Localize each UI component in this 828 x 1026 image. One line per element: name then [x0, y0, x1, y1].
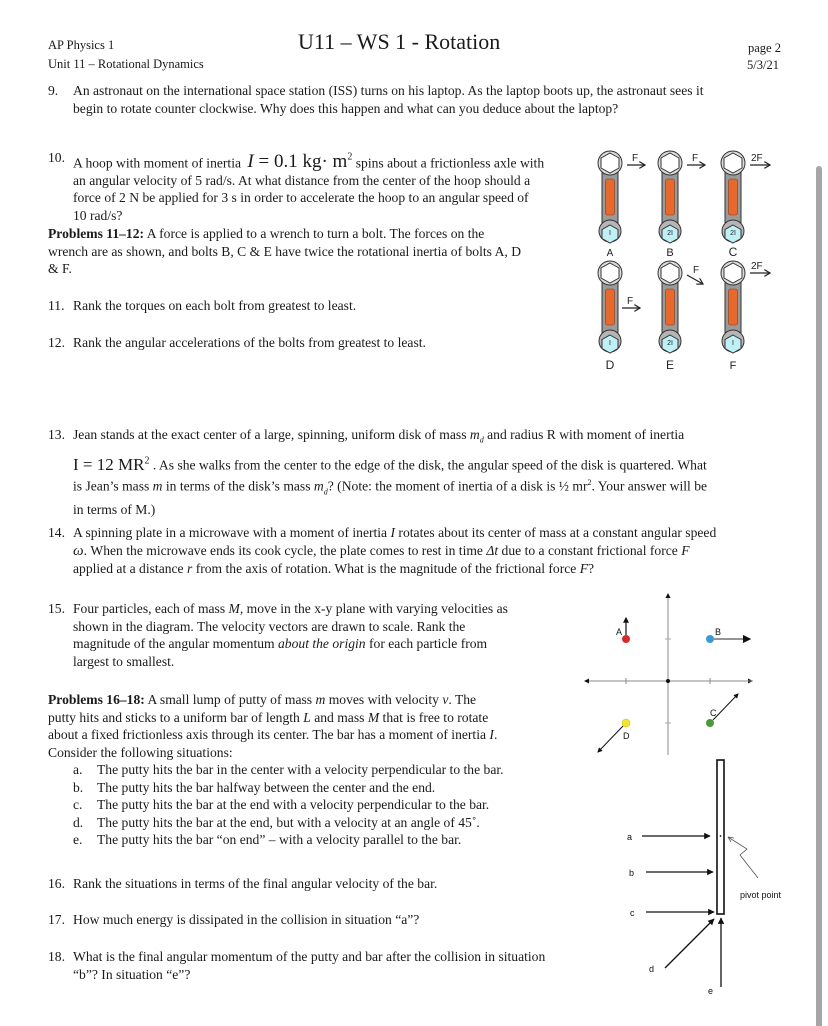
question-text: force of 2 N be applied for 3 s in order to accelerate the hoop to an angular speed of — [73, 190, 529, 206]
question-text: for each particle from — [365, 636, 488, 651]
pivot-label: pivot point — [740, 890, 782, 900]
intro-text: about a fixed frictionless axis through its center. The bar has a moment of inertia — [48, 727, 490, 742]
question-text: and radius R with moment of inertia — [483, 427, 685, 442]
formula-var: I — [390, 525, 396, 540]
situation-text: The putty hits the bar at the end with a velocity perpendicular to the bar. — [97, 797, 490, 812]
question-text: in terms of M.) — [73, 502, 156, 518]
document-date: 5/3/21 — [747, 58, 779, 72]
situation-letter: a. — [73, 762, 83, 777]
svg-text:I: I — [609, 230, 611, 237]
svg-text:A: A — [616, 627, 623, 637]
particle-b — [706, 627, 750, 643]
question-text: A hoop with moment of inertia — [73, 155, 242, 171]
particle-c — [706, 694, 738, 727]
label-d: d — [649, 964, 655, 974]
situation-letter: d. — [73, 814, 84, 830]
formula-text: = 0.1 kg· m — [253, 151, 348, 173]
wrench-b — [658, 151, 705, 259]
particle-diagram — [580, 580, 810, 755]
question-text: begin to rotate counter clockwise. Why does this happen and what can you deduce about the laptop? — [73, 100, 619, 116]
situation-d — [73, 814, 588, 832]
svg-text:I: I — [732, 340, 734, 347]
question-text: ? — [588, 561, 595, 576]
wrench-c — [721, 151, 770, 259]
question-number: 9. — [48, 83, 59, 98]
bar — [717, 760, 724, 914]
formula-var: r — [187, 561, 193, 576]
formula-var: F — [579, 561, 589, 576]
formula-exponent: 2 — [144, 455, 150, 467]
intro-text: wrench are as shown, and bolts B, C & E have twice the rotational inertia of bolts A, D — [48, 243, 522, 259]
situation-letter: e. — [73, 832, 83, 847]
formula-text: I = 12 MR — [73, 454, 145, 474]
question-text: Jean stands at the exact center of a large, spinning, uniform disk of mass — [73, 427, 470, 442]
question-text: . As she walks from the center to the edge of the disk, the angular speed of the disk is quartered. What — [149, 457, 707, 473]
question-number: 16. — [48, 876, 65, 891]
svg-text:C: C — [710, 708, 717, 718]
pivot-dot — [720, 835, 722, 837]
question-text: due to a constant frictional force — [498, 542, 682, 558]
svg-text:2I: 2I — [667, 340, 673, 347]
intro-text: A force is applied to a wrench to turn a bolt. The forces on the — [144, 226, 485, 241]
question-number: 18. — [48, 949, 65, 964]
question-18 — [48, 948, 608, 983]
situation-text: The putty hits the bar halfway between the center and the end. — [97, 779, 436, 795]
label-b: b — [629, 868, 635, 878]
svg-text:E: E — [665, 358, 675, 372]
formula-var: M — [228, 601, 240, 616]
question-number: 15. — [48, 601, 65, 616]
formula-var: m — [315, 692, 326, 707]
question-text: an angular velocity of 5 rad/s. At what distance from the center of the hoop should a — [73, 172, 531, 188]
svg-text:F: F — [729, 360, 737, 372]
svg-text:B: B — [715, 627, 722, 637]
question-text: An astronaut on the international space station (ISS) turns on his laptop. As the laptop boots up, the astronaut sees it — [73, 83, 704, 98]
svg-text:F: F — [632, 153, 639, 164]
intro-text: A small lump of putty of mass — [144, 692, 316, 707]
svg-text:C: C — [728, 245, 738, 259]
arrow-d — [665, 919, 714, 968]
formula-var: I — [489, 727, 494, 742]
svg-text:D: D — [605, 358, 615, 372]
situation-e — [73, 831, 588, 849]
question-13 — [48, 426, 798, 519]
origin-point — [666, 679, 670, 683]
wrench-f — [721, 261, 770, 372]
question-12 — [48, 334, 568, 352]
intro-text: . The — [448, 692, 477, 707]
wrench-d — [598, 261, 640, 372]
question-text: 10 rad/s? — [73, 207, 123, 223]
formula-var: ω — [73, 542, 84, 559]
formula-var: m — [313, 478, 324, 494]
question-text: is Jean’s mass — [73, 478, 153, 494]
particle-a — [616, 618, 630, 643]
page-number: page 2 — [748, 41, 781, 55]
question-text: largest to smallest. — [73, 653, 175, 669]
question-text: A spinning plate in a microwave with a moment of inertia — [73, 525, 391, 540]
question-17 — [48, 911, 588, 929]
intro-text: moves with velocity — [325, 692, 443, 707]
svg-text:F: F — [692, 153, 699, 164]
question-text: What is the final angular momentum of the putty and bar after the collision in situation — [73, 949, 546, 964]
situation-text: The putty hits the bar “on end” – with a velocity parallel to the bar. — [97, 832, 462, 847]
problems-11-12-intro — [48, 225, 588, 278]
question-text: Rank the torques on each bolt from greatest to least. — [73, 298, 357, 313]
question-text: spins about a frictionless axle with — [352, 155, 545, 171]
question-text: How much energy is dissipated in the collision in situation “a”? — [73, 912, 420, 927]
page-title: U11 – WS 1 - Rotation — [298, 29, 501, 54]
label-c: c — [630, 908, 635, 918]
particle-d — [598, 719, 630, 752]
formula-sub: d — [479, 435, 484, 445]
question-text: Four particles, each of mass — [73, 601, 229, 616]
question-text: . Your answer will be — [591, 478, 708, 494]
question-text: Rank the situations in terms of the final angular velocity of the bar. — [73, 876, 438, 891]
svg-text:B: B — [666, 247, 674, 259]
question-10 — [48, 149, 588, 224]
inertia-formula — [247, 151, 352, 172]
formula-var: L — [303, 709, 311, 725]
intro-text: . — [493, 727, 498, 742]
question-text: “b”? In situation “e”? — [73, 966, 191, 982]
question-text: Rank the angular accelerations of the bolts from greatest to least. — [73, 335, 426, 350]
problems-16-18-intro — [48, 691, 588, 849]
intro-text: Consider the following situations: — [48, 744, 233, 760]
question-text: in terms of the disk’s mass — [162, 478, 314, 494]
situation-list — [73, 761, 588, 849]
label-e: e — [708, 986, 714, 996]
formula-var: m — [469, 427, 480, 442]
wrench-e — [658, 261, 703, 372]
pivot-pointer — [728, 837, 758, 878]
question-text: magnitude of the angular momentum — [73, 636, 278, 651]
question-text: rotates about its center of mass at a constant angular speed — [395, 525, 717, 540]
course-name: AP Physics 1 — [48, 38, 115, 52]
formula-var: Δt — [486, 542, 499, 558]
question-number: 11. — [48, 298, 65, 313]
svg-text:2F: 2F — [751, 153, 763, 164]
question-9 — [48, 82, 788, 117]
situation-b — [73, 779, 588, 797]
svg-text:2F: 2F — [751, 261, 763, 272]
formula-var: F — [681, 542, 690, 558]
formula-exponent: 2 — [347, 152, 353, 163]
wrench-diagram — [580, 145, 790, 385]
intro-text: putty hits and sticks to a uniform bar of length — [48, 709, 304, 725]
question-number: 10. — [48, 150, 65, 165]
svg-text:A: A — [606, 248, 614, 259]
formula-var: v — [442, 692, 449, 707]
question-15 — [48, 600, 568, 670]
formula-var: I — [247, 151, 254, 173]
formula-exponent: 2 — [587, 478, 592, 488]
question-text: ? (Note: the moment of inertia of a disk is ½ mr — [327, 478, 588, 494]
situation-letter: b. — [73, 779, 84, 795]
formula-sub: d — [323, 487, 328, 497]
question-text: from the axis of rotation. What is the magnitude of the frictional force — [192, 561, 580, 576]
situation-c — [73, 796, 588, 814]
question-text: applied at a distance — [73, 561, 187, 576]
situation-text: The putty hits the bar at the end, but with a velocity at an angle of 45˚. — [97, 814, 480, 830]
question-number: 12. — [48, 335, 65, 350]
question-text: shown in the diagram. The velocity vectors are drawn to scale. Rank the — [73, 618, 466, 634]
situation-letter: c. — [73, 797, 83, 812]
formula-var: m — [152, 478, 163, 494]
question-text: , move in the x-y plane with varying velocities as — [239, 601, 508, 616]
svg-text:D: D — [623, 731, 630, 741]
formula-var: M — [367, 709, 380, 725]
question-text: . When the microwave ends its cook cycle, the plate comes to rest in time — [83, 542, 487, 558]
svg-text:F: F — [627, 296, 634, 307]
intro-text: that is free to rotate — [379, 709, 489, 725]
question-14 — [48, 524, 798, 578]
intro-text: and mass — [310, 709, 368, 725]
section-heading: Problems 16–18: — [48, 692, 145, 707]
question-number: 13. — [48, 427, 65, 442]
svg-text:F: F — [693, 265, 700, 276]
unit-name: Unit 11 – Rotational Dynamics — [48, 57, 204, 71]
question-number: 17. — [48, 912, 65, 927]
svg-text:2I: 2I — [667, 230, 673, 237]
svg-text:2I: 2I — [730, 230, 736, 237]
bar-collision-diagram — [600, 750, 815, 1000]
question-16 — [48, 875, 588, 893]
wrench-a — [598, 151, 645, 259]
vertical-scrollbar[interactable] — [816, 166, 822, 1026]
question-11 — [48, 297, 568, 315]
question-number: 14. — [48, 525, 65, 540]
intro-text: & F. — [48, 261, 72, 276]
situation-a — [73, 761, 588, 779]
inertia-formula — [73, 455, 149, 474]
svg-text:I: I — [609, 340, 611, 347]
situation-text: The putty hits the bar in the center with a velocity perpendicular to the bar. — [97, 762, 504, 777]
emphasis-text: about the origin — [278, 636, 366, 651]
label-a: a — [627, 832, 633, 842]
section-heading: Problems 11–12: — [48, 226, 145, 241]
